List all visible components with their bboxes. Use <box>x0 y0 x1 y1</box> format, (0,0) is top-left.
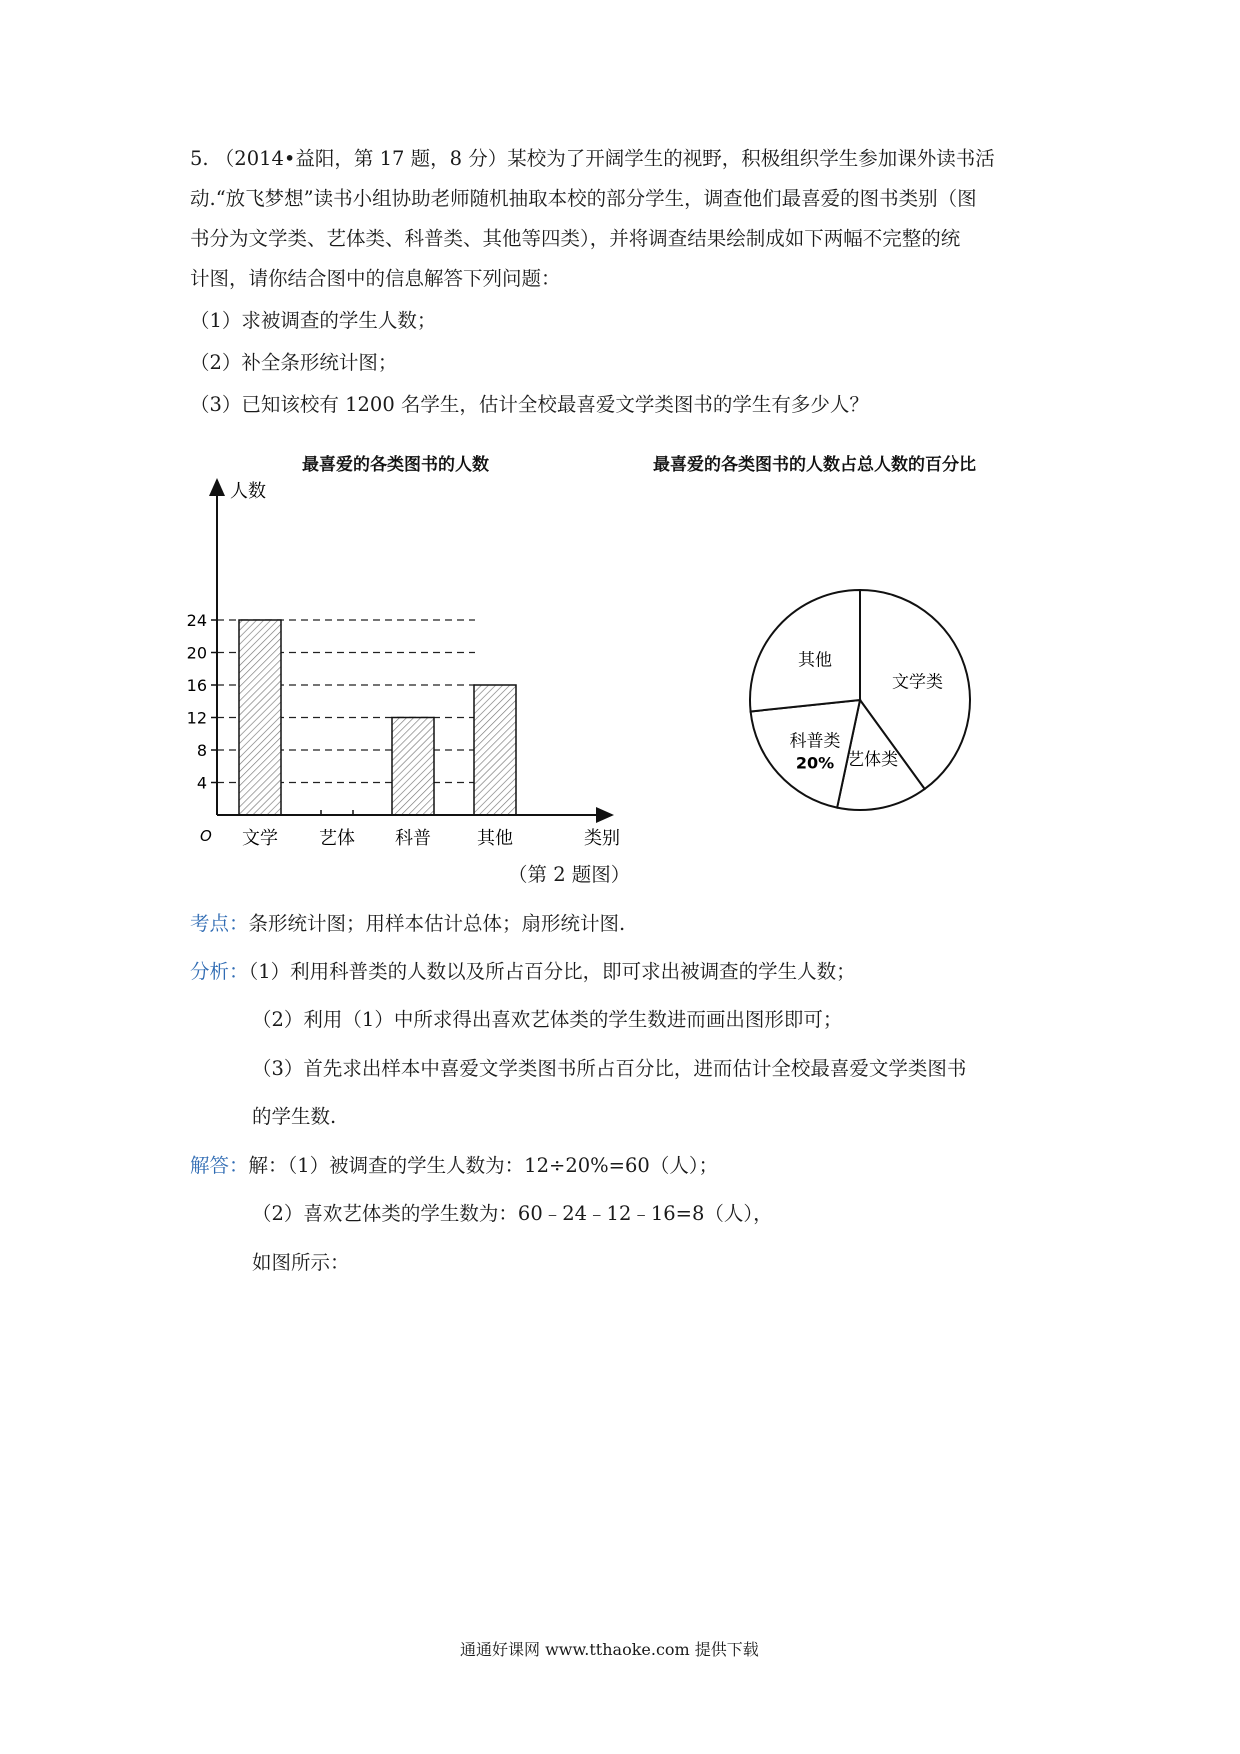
bar-chart <box>180 470 630 860</box>
pie-label-0: 文学类 <box>892 672 944 693</box>
y-tick-label: 8 <box>196 741 207 760</box>
jieda-1: 解：（1）被调查的学生人数为：12÷20%=60（人）； <box>248 1154 719 1177</box>
pie-chart <box>740 580 980 820</box>
problem-line-2: 动.“放飞梦想”读书小组协助老师随机抽取本校的部分学生，调查他们最喜爱的图书类别（图 <box>190 187 977 210</box>
question-1: （1）求被调查的学生人数； <box>190 309 437 332</box>
fenxi-row <box>190 958 856 986</box>
problem-line-3: 书分为文学类、艺体类、科普类、其他等四类），并将调查结果绘制成如下两幅不完整的统 <box>190 227 961 250</box>
jieda-3: 如图所示： <box>252 1251 350 1274</box>
bar-2 <box>392 718 434 816</box>
problem-line-4: 计图，请你结合图中的信息解答下列问题： <box>190 267 561 290</box>
y-tick-label: 24 <box>186 611 207 630</box>
x-tick-label: 文学 <box>242 828 278 849</box>
pie-label-3: 其他 <box>798 650 833 671</box>
jieda-label: 解答： <box>190 1154 249 1177</box>
pie-label-2: 科普类 <box>789 731 841 752</box>
fenxi-1: （1）利用科普类的人数以及所占百分比，即可求出被调查的学生人数； <box>248 960 856 983</box>
x-tick-label: 科普 <box>395 828 431 849</box>
jieda-2: （2）喜欢艺体类的学生数为：60﹣24﹣12﹣16=8（人）， <box>252 1202 773 1225</box>
x-tick-label: 艺体 <box>319 828 355 849</box>
figure-caption: （第 2 题图） <box>508 863 631 886</box>
x-tick-label: 其他 <box>477 828 513 849</box>
kaodian-label: 考点： <box>190 912 249 935</box>
fenxi-3a: （3）首先求出样本中喜爱文学类图书所占百分比，进而估计全校最喜爱文学类图书 <box>252 1057 967 1080</box>
origin-label: O <box>200 827 212 845</box>
fenxi-3b: 的学生数. <box>252 1105 337 1128</box>
fenxi-label: 分析： <box>190 960 249 983</box>
fenxi-2: （2）利用（1）中所求得出喜欢艺体类的学生数进而画出图形即可； <box>252 1008 843 1031</box>
bar-chart-title: 最喜爱的各类图书的人数 <box>302 455 489 475</box>
y-tick-label: 4 <box>196 773 207 793</box>
question-2: （2）补全条形统计图； <box>190 351 398 374</box>
y-tick-label: 16 <box>186 676 207 695</box>
jieda-row <box>190 1152 718 1180</box>
pie-chart-title: 最喜爱的各类图书的人数占总人数的百分比 <box>653 455 976 475</box>
kaodian-row <box>190 910 625 938</box>
pie-label-1: 艺体类 <box>847 750 899 771</box>
bar-0 <box>239 620 281 815</box>
pie-percent-label-2: 20% <box>795 753 835 773</box>
question-3: （3）已知该校有 1200 名学生，估计全校最喜爱文学类图书的学生有多少人？ <box>190 393 869 416</box>
y-tick-label: 20 <box>186 643 207 663</box>
bar-3 <box>474 685 516 815</box>
y-axis-label: 人数 <box>230 481 266 502</box>
y-tick-label: 12 <box>186 708 207 728</box>
problem-line-1: 5. （2014•益阳，第 17 题，8 分）某校为了开阔学生的视野，积极组织学生参加课外读书活 <box>190 147 995 170</box>
footer-text: 通通好课网 www.tthaoke.com 提供下载 <box>460 1640 759 1659</box>
kaodian-text: 条形统计图；用样本估计总体；扇形统计图. <box>248 912 626 935</box>
x-axis-label: 类别 <box>584 828 620 849</box>
